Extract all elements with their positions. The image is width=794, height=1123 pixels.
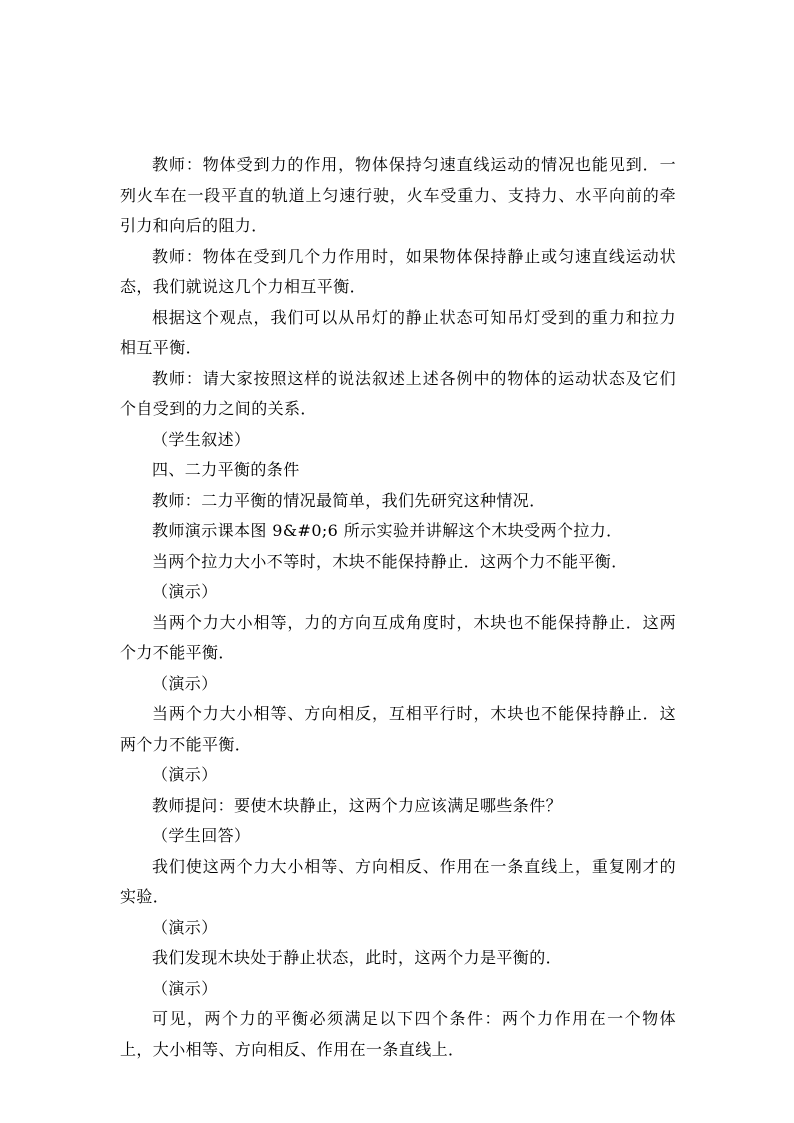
paragraph-9: 当两个拉力大小不等时，木块不能保持静止．这两个力不能平衡．	[152, 551, 628, 571]
paragraph-11: 当两个力大小相等，力的方向互成角度时，木块也不能保持静止．这两个力不能平衡．	[120, 612, 676, 662]
document-body	[120, 150, 676, 1065]
paragraph-2: 教师：物体在受到几个力作用时，如果物体保持静止或匀速直线运动状态，我们就说这几个力相互平衡．	[120, 246, 676, 296]
paragraph-16: （学生回答）	[152, 826, 251, 845]
paragraph-14: （演示）	[152, 765, 218, 784]
paragraph-20: （演示）	[152, 978, 218, 998]
paragraph-18: （演示）	[152, 917, 218, 937]
paragraph-12: （演示）	[152, 673, 218, 693]
paragraph-19: 我们发现木块处于静止状态，此时，这两个力是平衡的．	[152, 948, 563, 967]
paragraph-8: 教师演示课本图 9&#0;6 所示实验并讲解这个木块受两个拉力．	[152, 521, 623, 540]
paragraph-17: 我们使这两个力大小相等、方向相反、作用在一条直线上，重复刚才的实验．	[120, 856, 676, 906]
paragraph-21: 可见，两个力的平衡必须满足以下四个条件：两个力作用在一个物体上，大小相等、方向相反、作用在一条直线上．	[120, 1009, 676, 1059]
paragraph-10: （演示）	[152, 582, 218, 601]
paragraph-1: 教师：物体受到力的作用，物体保持匀速直线运动的情况也能见到．一列火车在一段平直的轨道上匀速行驶，火车受重力、支持力、水平向前的牵引力和向后的阻力．	[120, 155, 676, 235]
paragraph-4: 教师：请大家按照这样的说法叙述上述各例中的物体的运动状态及它们个自受到的力之间的关系．	[120, 368, 676, 418]
section-heading: 四、二力平衡的条件	[152, 460, 300, 479]
paragraph-5: （学生叙述）	[152, 429, 251, 449]
paragraph-3: 根据这个观点，我们可以从吊灯的静止状态可知吊灯受到的重力和拉力相互平衡．	[120, 307, 676, 357]
paragraph-15: 教师提问：要使木块静止，这两个力应该满足哪些条件？	[152, 795, 563, 815]
paragraph-7: 教师：二力平衡的情况最简单，我们先研究这种情况．	[152, 490, 546, 510]
paragraph-13: 当两个力大小相等、方向相反，互相平行时，木块也不能保持静止．这两个力不能平衡．	[120, 704, 676, 754]
